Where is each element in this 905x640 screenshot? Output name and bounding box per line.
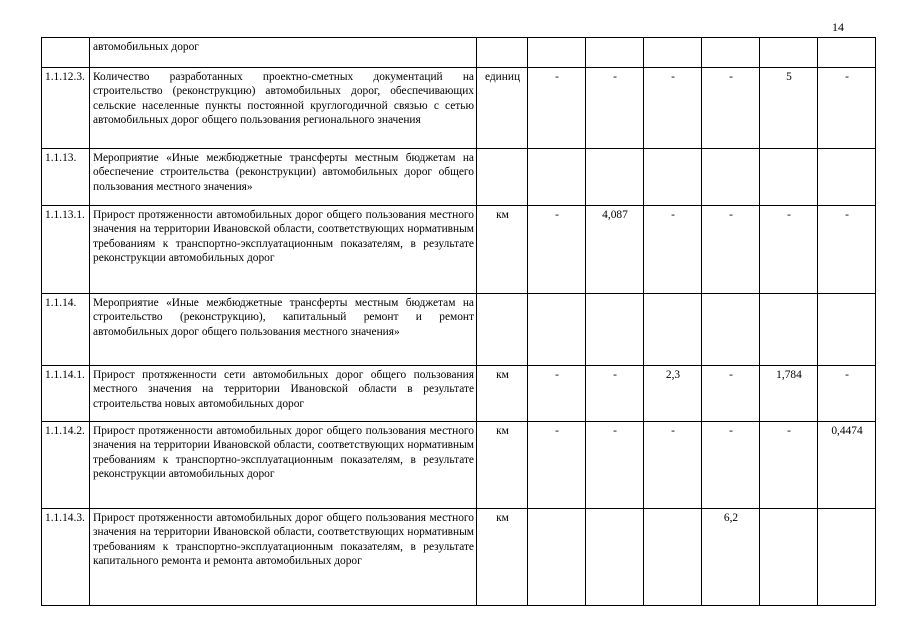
row-value [644, 509, 702, 606]
row-value [760, 509, 818, 606]
row-code: 1.1.14.2. [42, 422, 90, 509]
row-value: 5 [760, 68, 818, 149]
row-unit [477, 149, 528, 206]
row-value: - [818, 366, 876, 422]
row-value: 0,4474 [818, 422, 876, 509]
table-row [42, 366, 876, 422]
table-row [42, 206, 876, 294]
row-code: 1.1.14. [42, 294, 90, 366]
row-name: Мероприятие «Иные межбюджетные трансферты местным бюджетам на строительство (реконструкцию), капитальный ремонт и ремонт автомобильных дорог общего пользования местного значения» [90, 294, 477, 366]
row-value [528, 294, 586, 366]
row-value: - [702, 366, 760, 422]
row-value [702, 149, 760, 206]
row-value [528, 149, 586, 206]
row-code: 1.1.13. [42, 149, 90, 206]
row-name: Прирост протяженности автомобильных дорог общего пользования местного значения на территории Ивановской области, соответствующих нормативным требованиям к транспортно-эксплуатационным показателям, в результате реконструкции автомобильных дорог [90, 206, 477, 294]
row-value [702, 38, 760, 68]
table-row [42, 38, 876, 68]
row-value: - [818, 206, 876, 294]
row-value [644, 294, 702, 366]
row-value: - [702, 422, 760, 509]
row-value: - [528, 422, 586, 509]
page-number: 14 [832, 20, 844, 34]
row-value: - [586, 422, 644, 509]
row-value: 6,2 [702, 509, 760, 606]
row-value: - [586, 68, 644, 149]
row-unit [477, 294, 528, 366]
row-value: 4,087 [586, 206, 644, 294]
row-name: Прирост протяженности автомобильных дорог общего пользования местного значения на территории Ивановской области, соответствующих нормативным требованиям к транспортно-эксплуатационным показателям, в результате капитального ремонта и ремонта автомобильных дорог [90, 509, 477, 606]
row-unit: км [477, 509, 528, 606]
row-value: 1,784 [760, 366, 818, 422]
row-value [760, 149, 818, 206]
indicators-table [41, 37, 876, 606]
row-value: - [644, 68, 702, 149]
row-value [760, 294, 818, 366]
row-unit: единиц [477, 68, 528, 149]
row-name: Прирост протяженности автомобильных дорог общего пользования местного значения на территории Ивановской области, соответствующих нормативным требованиям к транспортно-эксплуатационным показателям, в результате реконструкции автомобильных дорог [90, 422, 477, 509]
row-value: - [818, 68, 876, 149]
row-value [528, 38, 586, 68]
row-name: автомобильных дорог [90, 38, 477, 68]
row-value: - [528, 366, 586, 422]
row-value [644, 38, 702, 68]
row-code: 1.1.13.1. [42, 206, 90, 294]
row-value [818, 294, 876, 366]
row-value [818, 149, 876, 206]
row-name: Мероприятие «Иные межбюджетные трансферты местным бюджетам на обеспечение строительства (реконструкции) автомобильных дорог общего пользования местного значения» [90, 149, 477, 206]
row-value: - [760, 206, 818, 294]
table-row [42, 68, 876, 149]
row-value: - [528, 68, 586, 149]
row-value [586, 294, 644, 366]
row-value: - [644, 206, 702, 294]
row-value: - [586, 366, 644, 422]
row-value: - [644, 422, 702, 509]
row-code: 1.1.12.3. [42, 68, 90, 149]
row-value: 2,3 [644, 366, 702, 422]
row-value: - [702, 206, 760, 294]
table-row [42, 149, 876, 206]
row-value [818, 509, 876, 606]
row-value: - [760, 422, 818, 509]
row-code: 1.1.14.3. [42, 509, 90, 606]
row-value [528, 509, 586, 606]
row-unit [477, 38, 528, 68]
row-value: - [702, 68, 760, 149]
row-value: - [528, 206, 586, 294]
row-value [586, 149, 644, 206]
row-value [702, 294, 760, 366]
row-code: 1.1.14.1. [42, 366, 90, 422]
row-unit: км [477, 206, 528, 294]
row-name: Прирост протяженности сети автомобильных дорог общего пользования местного значения на территории Ивановской области в результате строительства новых автомобильных дорог [90, 366, 477, 422]
row-name: Количество разработанных проектно-сметных документаций на строительство (реконструкцию) автомобильных дорог, обеспечивающих сельские населенные пункты постоянной круглогодичной связью с сетью автомобильных дорог общего пользования регионального значения [90, 68, 477, 149]
table-row [42, 509, 876, 606]
row-value [586, 509, 644, 606]
row-unit: км [477, 422, 528, 509]
row-value [586, 38, 644, 68]
row-code [42, 38, 90, 68]
row-value [644, 149, 702, 206]
row-unit: км [477, 366, 528, 422]
table-row [42, 294, 876, 366]
row-value [818, 38, 876, 68]
table-row [42, 422, 876, 509]
row-value [760, 38, 818, 68]
